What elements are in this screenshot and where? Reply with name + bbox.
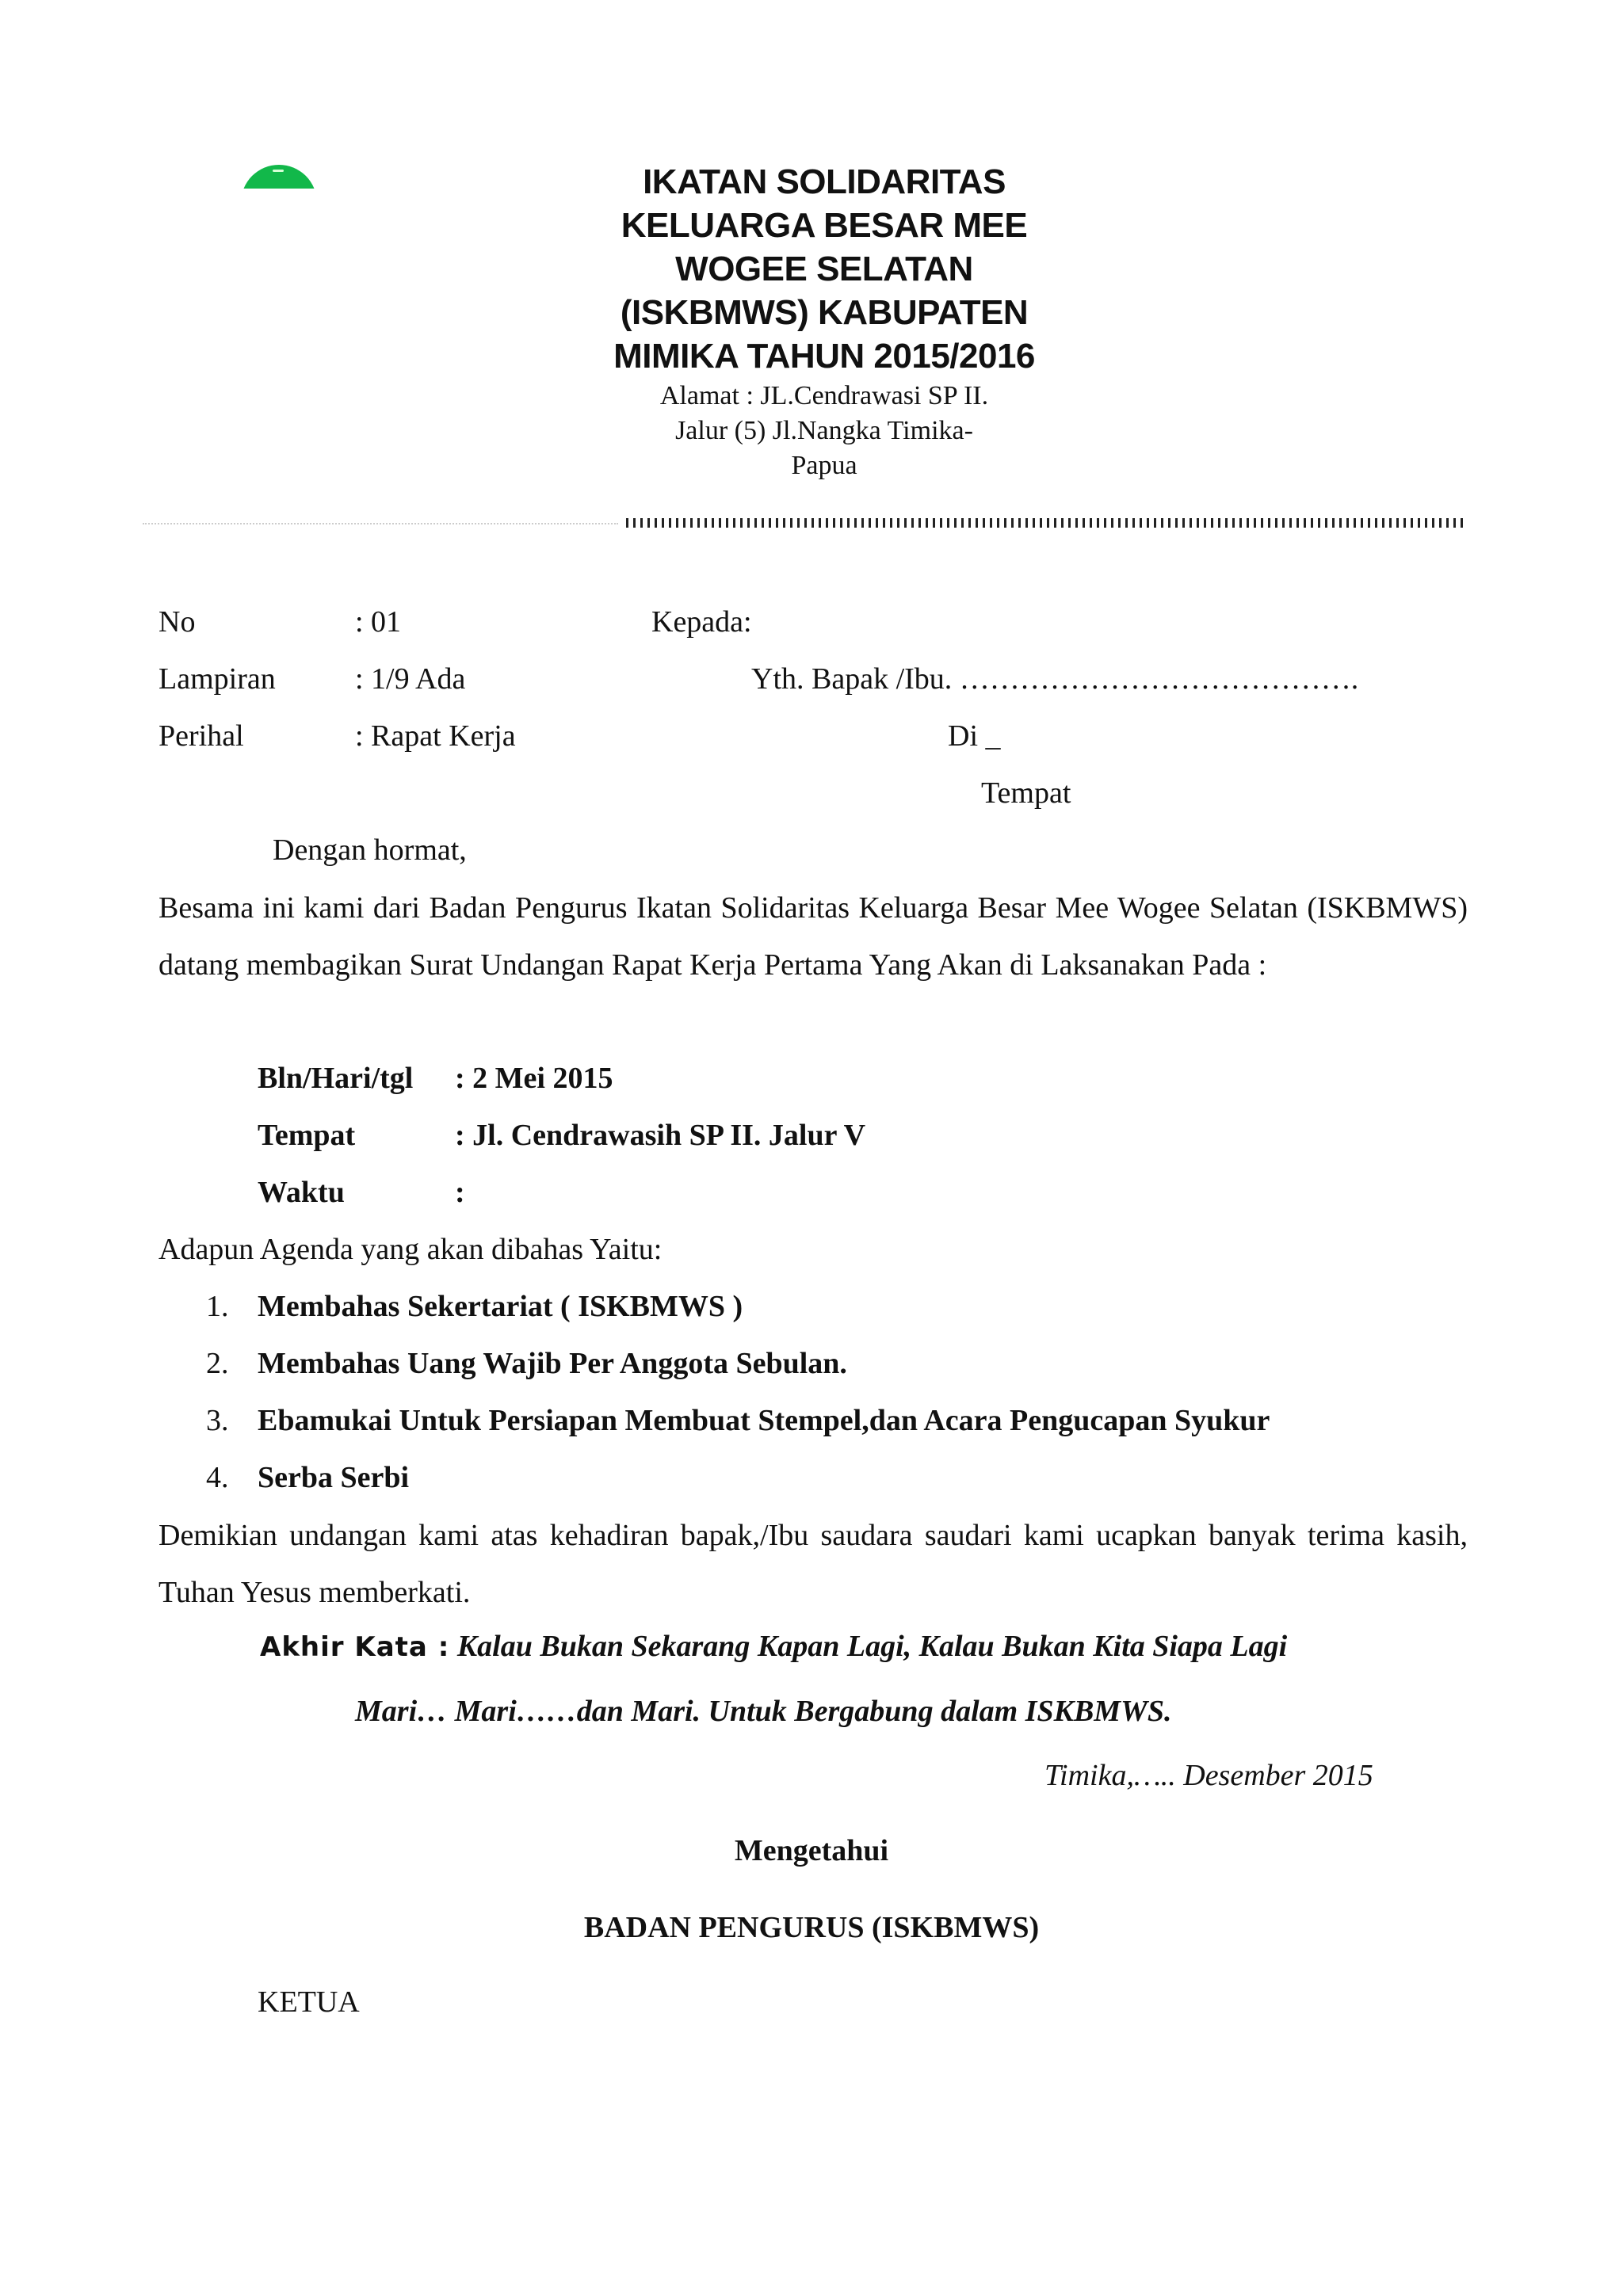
address-line-2: Jalur (5) Jl.Nangka Timika- (675, 416, 973, 445)
closing-paragraph: Demikian undangan kami atas kehadiran bapak,/Ibu saudara saudari kami ucapkan banyak terima kasih, Tuhan Yesus memberkati. (158, 1519, 1468, 1609)
agenda-num-1: 1. (206, 1290, 229, 1323)
agenda-item-1: Membahas Sekertariat ( ISKBMWS ) (258, 1290, 743, 1323)
org-name-line-3: WOGEE SELATAN (675, 250, 973, 288)
detail-time-label: Waktu (258, 1176, 345, 1209)
no-value: : 01 (355, 605, 402, 639)
motto-label: Akhir Kata : (260, 1631, 450, 1663)
no-label: No (158, 605, 196, 639)
logo-highlight-icon (273, 170, 284, 172)
greeting: Dengan hormat, (273, 833, 467, 867)
org-name-line-4: (ISKBMWS) KABUPATEN (620, 293, 1029, 332)
agenda-intro: Adapun Agenda yang akan dibahas Yaitu: (158, 1233, 663, 1266)
detail-place-value: : Jl. Cendrawasih SP II. Jalur V (455, 1119, 866, 1152)
kepada-label: Kepada: (651, 605, 752, 639)
motto-text-1: Kalau Bukan Sekarang Kapan Lagi, Kalau Bukan Kita Siapa Lagi (456, 1630, 1288, 1663)
agenda-item-3: Ebamukai Untuk Persiapan Membuat Stempel,dan Acara Pengucapan Syukur (258, 1404, 1270, 1437)
header-divider-faint (143, 523, 618, 524)
agenda-num-4: 4. (206, 1461, 229, 1494)
agenda-item-4: Serba Serbi (258, 1461, 410, 1494)
org-name-line-5: MIMIKA TAHUN 2015/2016 (613, 337, 1035, 376)
header-divider (626, 518, 1463, 528)
board-label: BADAN PENGURUS (ISKBMWS) (583, 1911, 1040, 1944)
org-name-line-1: IKATAN SOLIDARITAS (643, 162, 1006, 201)
perihal-value: : Rapat Kerja (355, 719, 516, 753)
intro-paragraph: Besama ini kami dari Badan Pengurus Ikatan Solidaritas Keluarga Besar Mee Wogee Selatan (ISKBMWS) datang membagikan Surat Undangan Rapat Kerja Pertama Yang Akan di Laksanakan Pada : (158, 891, 1468, 982)
detail-time-value: : (455, 1176, 465, 1209)
logo-dome-icon (241, 165, 317, 189)
agenda-item-2: Membahas Uang Wajib Per Anggota Sebulan. (258, 1347, 847, 1380)
ketua-label: KETUA (258, 1985, 360, 2019)
mengetahui-label: Mengetahui (734, 1834, 889, 1867)
address-line-3: Papua (791, 451, 857, 480)
detail-date-value: : 2 Mei 2015 (455, 1062, 613, 1095)
agenda-num-3: 3. (206, 1404, 229, 1437)
motto-line-1 (260, 1628, 1287, 1665)
perihal-label: Perihal (158, 719, 244, 753)
lampiran-label: Lampiran (158, 662, 276, 696)
di-line: Di _ (948, 719, 1001, 753)
org-name-line-2: KELUARGA BESAR MEE (621, 206, 1028, 245)
motto-line-2: Mari… Mari……dan Mari. Untuk Bergabung dalam ISKBMWS. (355, 1695, 1172, 1728)
tempat-line: Tempat (981, 776, 1071, 810)
organization-logo (238, 162, 325, 189)
place-date: Timika,….. Desember 2015 (1044, 1759, 1373, 1792)
address-line-1: Alamat : JL.Cendrawasi SP II. (659, 381, 989, 410)
detail-place-label: Tempat (258, 1119, 356, 1152)
lampiran-value: : 1/9 Ada (355, 662, 466, 696)
detail-date-label: Bln/Hari/tgl (258, 1062, 414, 1095)
agenda-num-2: 2. (206, 1347, 229, 1380)
yth-line: Yth. Bapak /Ibu. …………………………………. (751, 662, 1359, 696)
